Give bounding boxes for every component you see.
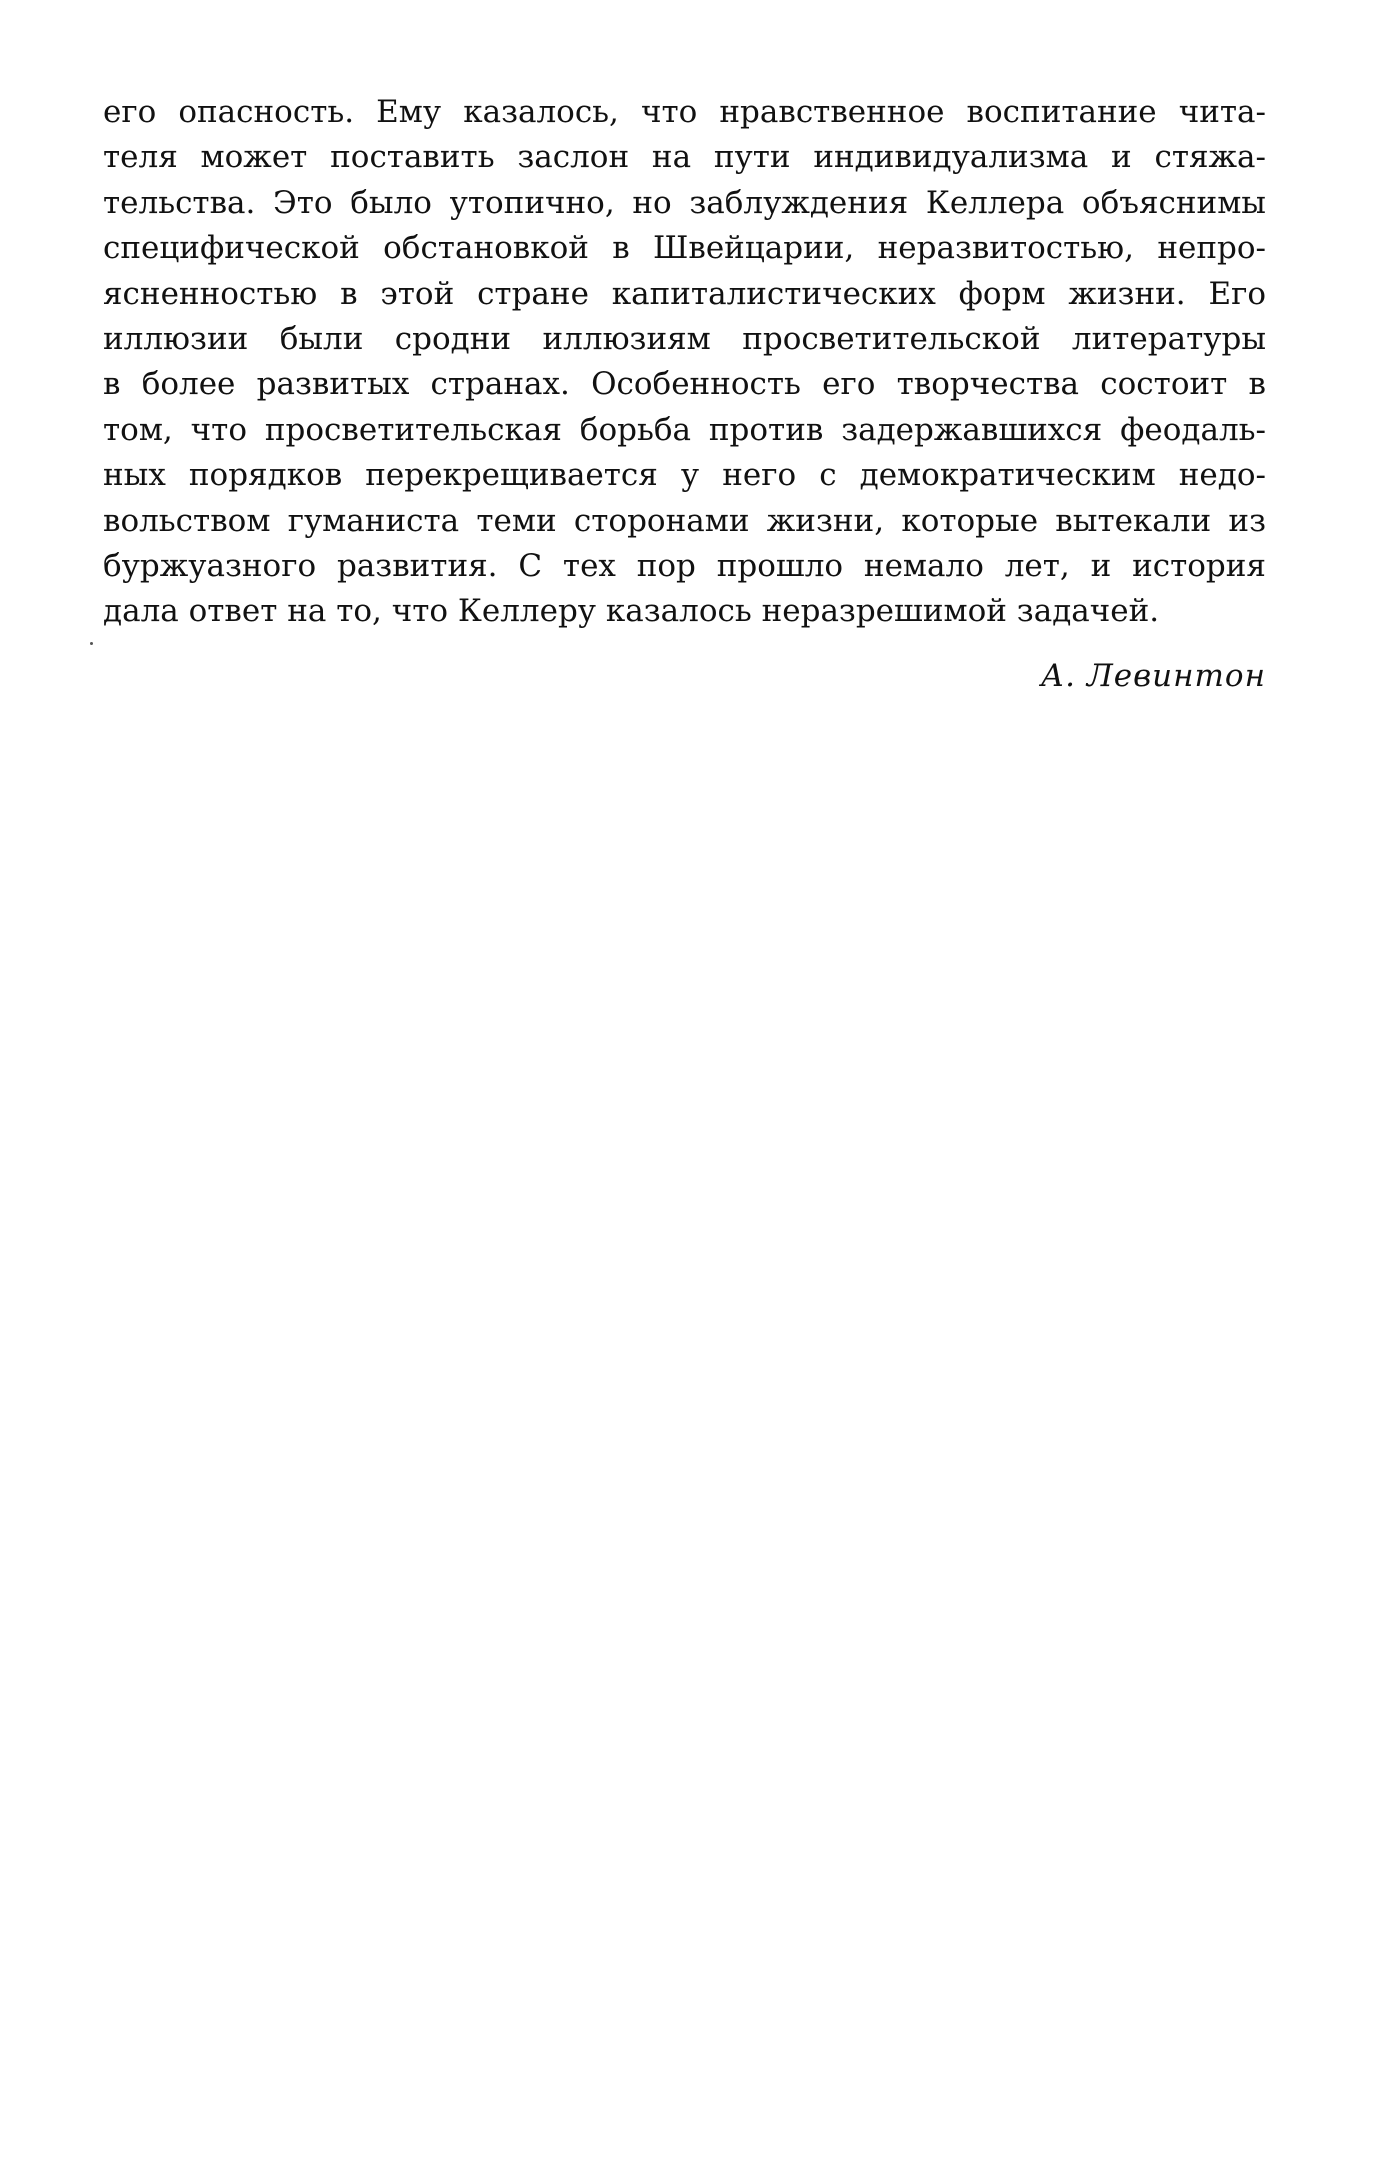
text-line: тельства. Это было утопично, но заблуждения Келлера объяснимы bbox=[103, 184, 1266, 221]
text-line: специфической обстановкой в Швейцарии, неразвитостью, непро- bbox=[103, 230, 1266, 267]
text-line: ясненностью в этой стране капиталистических форм жизни. Его bbox=[103, 275, 1266, 312]
author-signature: А. Левинтон bbox=[1040, 658, 1266, 694]
text-line: вольством гуманиста теми сторонами жизни, которые вытекали из bbox=[103, 502, 1266, 539]
text-line-last: дала ответ на то, что Келлеру казалось неразрешимой задачей. bbox=[103, 593, 1160, 630]
text-line: буржуазного развития. С тех пор прошло немало лет, и история bbox=[103, 547, 1266, 584]
text-line: теля может поставить заслон на пути индивидуализма и стяжа- bbox=[103, 139, 1266, 176]
text-line: его опасность. Ему казалось, что нравственное воспитание чита- bbox=[103, 94, 1266, 130]
print-speck bbox=[90, 642, 93, 645]
text-line: том, что просветительская борьба против задержавшихся феодаль- bbox=[103, 411, 1266, 448]
body-paragraph bbox=[103, 90, 1266, 635]
text-line: ных порядков перекрещивается у него с демократическим недо- bbox=[103, 457, 1266, 494]
text-line: иллюзии были сродни иллюзиям просветительской литературы bbox=[103, 320, 1266, 357]
text-line: в более развитых странах. Особенность его творчества состоит в bbox=[103, 366, 1266, 403]
